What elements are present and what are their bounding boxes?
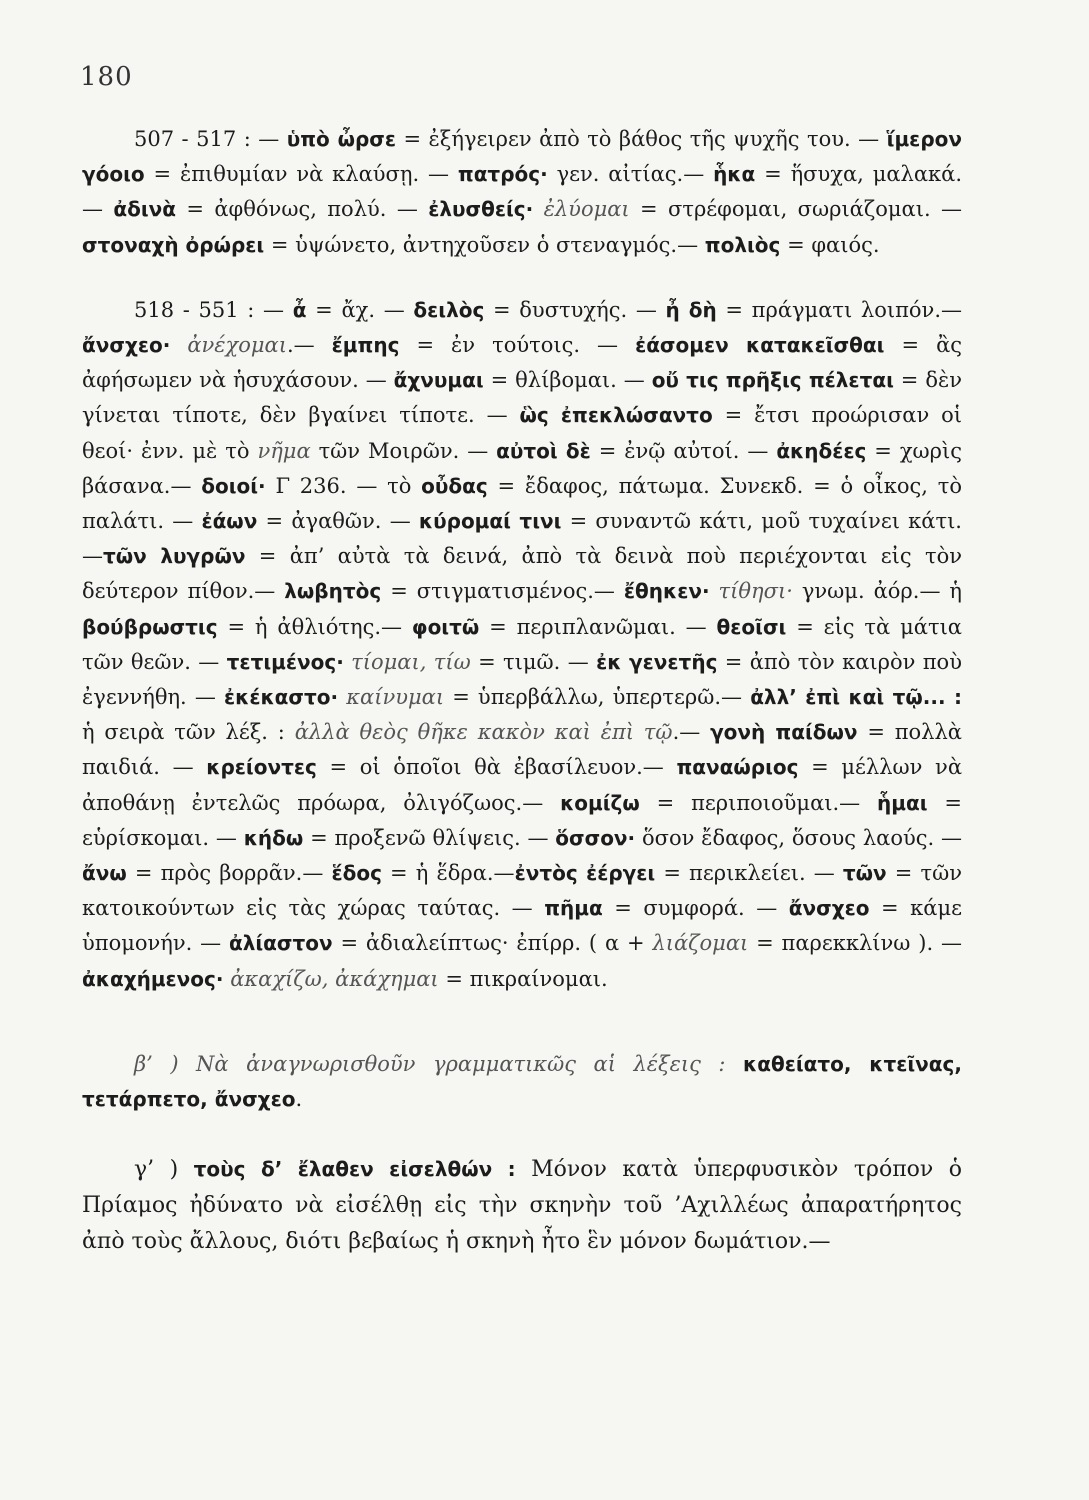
paragraph-exercise-gamma: γ’ ) τοὺς δ’ ἔλαθεν εἰσελθών : Μόνον κατὰ ὑπερφυσικὸν τρόπον ὁ Πρίαμος ἠδύνατο νὰ εἰσέλθῃ εἰς τὴν σκηνὴν τοῦ ’Αχιλλέως ἀπαρατήρητος ἀπὸ τοὺς ἄλλους, διότι βεβαίως ἡ σκηνὴ ἦτο ἓν μόνον δωμάτιον.—: [82, 1157, 962, 1255]
page-number: 180: [80, 62, 133, 92]
paragraph-exercise-beta: β’ ) Νὰ ἀναγνωρισθοῦν γραμματικῶς αἱ λέξεις : καθείατο, κτεῖνας, τετάρπετο, ἄνσχεο.: [82, 1051, 962, 1112]
commentary-body: [82, 122, 962, 1260]
paragraph-lines-518-551: 518 - 551 : — ἆ = ἄχ. — δειλὸς = δυστυχής. — ἦ δὴ = πράγματι λοιπόν.— ἄνσχεο· ἀνέχομαι.— ἔμπης = ἐν τούτοις. — ἐάσομεν κατακεῖσθαι = ἂς ἀφήσωμεν νὰ ἡσυχάσουν. — ἄχνυμαι = θλίβομαι. — οὔ τις πρῆξις πέλεται = δὲν γίνεται τίποτε, δὲν βγαίνει τίποτε. — ὣς ἐπεκλώσαντο = ἔτσι προώρισαν οἱ θεοί· ἐνν. μὲ τὸ νῆμα τῶν Μοιρῶν. — αὐτοὶ δὲ = ἐνῷ αὐτοί. — ἀκηδέες = χωρὶς βάσανα.— δοιοί· Γ 236. — τὸ οὖδας = ἔδαφος, πάτωμα. Συνεκδ. = ὁ οἶκος, τὸ παλάτι. — ἐάων = ἀγαθῶν. — κύρομαί τινι = συναντῶ κάτι, μοῦ τυχαίνει κάτι.—τῶν λυγρῶν = ἀπ’ αὐτὰ τὰ δεινά, ἀπὸ τὰ δεινὰ ποὺ περιέχονται εἰς τὸν δεύτερον πίθον.— λωβητὸς = στιγματισμένος.— ἔθηκεν· τίθησι· γνωμ. ἀόρ.— ἡ βούβρωστις = ἡ ἀθλιότης.— φοιτῶ = περιπλανῶμαι. — θεοῖσι = εἰς τὰ μάτια τῶν θεῶν. — τετιμένος· τίομαι, τίω = τιμῶ. — ἐκ γενετῆς = ἀπὸ τὸν καιρὸν ποὺ ἐγεννήθη. — ἐκέκαστο· καίνυμαι = ὑπερβάλλω, ὑπερτερῶ.— ἀλλ’ ἐπὶ καὶ τῷ... : ἡ σειρὰ τῶν λέξ. : ἀλλὰ θεὸς θῆκε κακὸν καὶ ἐπὶ τῷ.— γονὴ παίδων = πολλὰ παιδιά. — κρείοντες = οἱ ὁποῖοι θὰ ἐβασίλευον.— παναώριος = μέλλων νὰ ἀποθάνῃ ἐντελῶς πρόωρα, ὀλιγόζωος.— κομίζω = περιποιοῦμαι.— ἧμαι = εὑρίσκομαι. — κήδω = προξενῶ θλίψεις. — ὅσσον· ὅσον ἔδαφος, ὅσους λαούς. — ἄνω = πρὸς βορρᾶν.— ἕδος = ἡ ἕδρα.—ἐντὸς ἐέργει = περικλείει. — τῶν = τῶν κατοικούντων εἰς τὰς χώρας ταύτας. — πῆμα = συμφορά. — ἄνσχεο = κάμε ὑπομονήν. — ἀλίαστον = ἀδιαλείπτως· ἐπίρρ. ( α + λιάζομαι = παρεκκλίνω ). — ἀκαχήμενος· ἀκαχίζω, ἀκάχημαι = πικραίνομαι.: [82, 297, 963, 991]
paragraph-lines-507-517: 507 - 517 : — ὑπὸ ὦρσε = ἐξήγειρεν ἀπὸ τὸ βάθος τῆς ψυχῆς του. — ἵμερον γόοιο = ἐπιθυμίαν νὰ κλαύσῃ. — πατρός· γεν. αἰτίας.— ἧκα = ἥσυχα, μαλακά. — ἀδινὰ = ἀφθόνως, πολύ. — ἐλυσθείς· ἐλύομαι = στρέφομαι, σωριάζομαι. — στοναχὴ ὀρώρει = ὑψώνετο, ἀντηχοῦσεν ὁ στεναγμός.— πολιὸς = φαιός.: [82, 127, 963, 257]
